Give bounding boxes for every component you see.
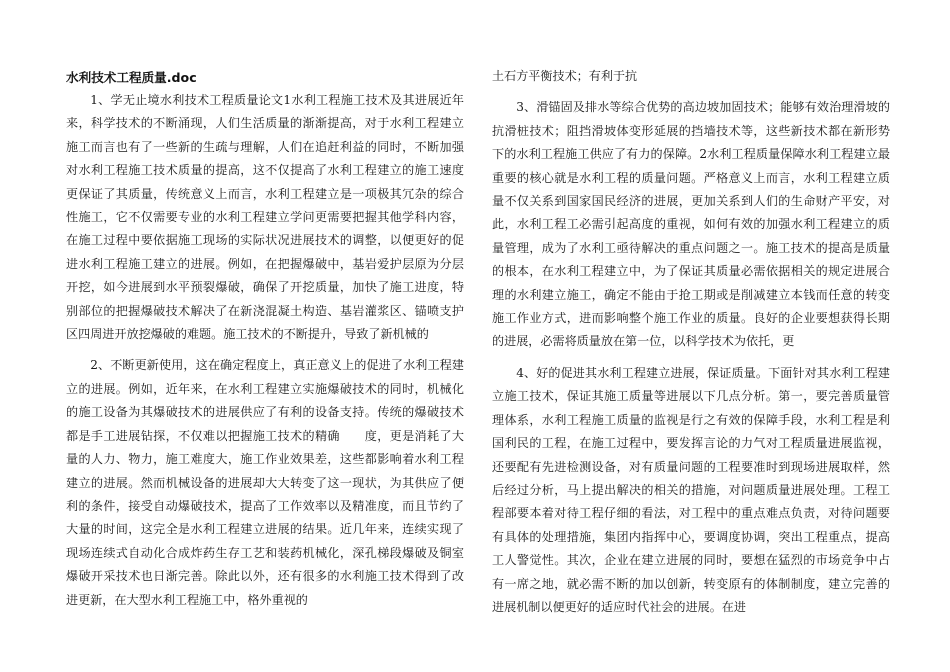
paragraph: 3、滑锚固及排水等综合优势的高边坡加固技术；能够有效治理滑坡的抗滑桩技术；阻挡滑坡体变形延展的挡墙技术等，这些新技术都在新形势下的水利工程施工供应了有力的保障。2水利工程质量保障水利工程建立最重要的核心就是水利工程的质量问题。严格意义上而言，水利工程建立质量不仅关系到国家国民经济的进展，更加关系到人们的生命财产平安，对此，水利工程工必需引起高度的重视，如何有效的加强水利工程建立的质量管理，成为了水利工亟待解决的重点问题之一。施工技术的提高是质量的根本，在水利工程建立中，为了保证其质量必需依据相关的规定进展合理的水利建立施工，确定不能由于抢工期或是削减建立本钱而任意的转变施工作业方式，进而影响整个施工作业的质量。良好的企业要想获得长期的进展，必需将质量放在第一位，以科学技术为依托，更 — [492, 100, 890, 349]
document-title: 水利技术工程质量.doc — [66, 70, 197, 85]
paragraph: 2、不断更新使用，这在确定程度上，真正意义上的促进了水利工程建立的进展。例如，近年来，在水利工程建立实施爆破技术的同时，机械化的施工设备为其爆破技术的进展供应了有利的设备支持。传统的爆破技术都是手工进展钻探，不仅难以把握施工技术的精确 度，更是消耗了大量的人力、物力，施工难度大，施工作业效果差，这些都影响着水利工程建立的进展。然而机械设备的进展却大大转变了这一现状，为其供应了便利的条件，接受自动爆破技术，提高了工作效率以及精准度，而且节约了大量的时间，这完全是水利工程建立进展的结果。近几年来，连续实现了现场连续式自动化合成炸药生存工艺和装药机械化，深孔梯段爆破及铜室爆破开采技术也日渐完善。除此以外，还有很多的水利施工技术得到了改进更新，在大型水利工程施工中，格外重视的 — [66, 358, 464, 607]
paragraph-continuation: 土石方平衡技术；有利于抗 — [492, 69, 638, 83]
right-column — [492, 65, 890, 627]
paragraph: 4、好的促进其水利工程建立进展，保证质量。下面针对其水利工程建立施工技术，保证其施工质量等进展以下几点分析。第一，要完善质量管理体系，水利工程施工质量的监视是行之有效的保障手段，水利工程是利国利民的工程，在施工过程中，要发挥言论的力气对工程质量进展监视，还要配有先进检测设备，对有质量问题的工程要准时到现场进展取样，然后经过分析，马上提出解决的相关的措施，对问题质量进展处理。工程工程部要本着对待工程仔细的看法，对工程中的重点难点负责，对待问题要有具体的处理措施，集团内指挥中心，要调度协调，突出工程重点，提高工人警觉性。其次，企业在建立进展的同时，要想在猛烈的市场竞争中占有一席之地，就必需不断的加以创新，转变原有的体制制度，建立完善的进展机制以便更好的适应时代社会的进展。在进 — [492, 365, 890, 614]
paragraph: 1、学无止境水利技术工程质量论文1水利工程施工技术及其进展近年来，科学技术的不断涌现，人们生活质量的渐渐提高，对于水利工程建立施工而言也有了一些新的生疏与理解，人们在追赶利益的同时，不断加强对水利工程施工技术质量的提高，这不仅提高了水利工程建立的施工速度更保证了其质量，传统意义上而言，水利工程建立是一项极其冗杂的综合性施工，它不仅需要专业的水利工程建立学问更需要把握其他学科内容，在施工过程中要依据施工现场的实际状况进展技术的调整，以便更好的促进水利工程施工建立的进展。例如，在把握爆破中，基岩爱护层原为分层开挖，如今进展到水平预裂爆破，确保了开挖质量，加快了施工进度，特别部位的把握爆破技术解决了在新浇混凝土构造、基岩灌浆区、锚喷支护区四周进开放挖爆破的难题。施工技术的不断提升，导致了新机械的 — [66, 93, 464, 342]
left-column — [66, 66, 464, 620]
